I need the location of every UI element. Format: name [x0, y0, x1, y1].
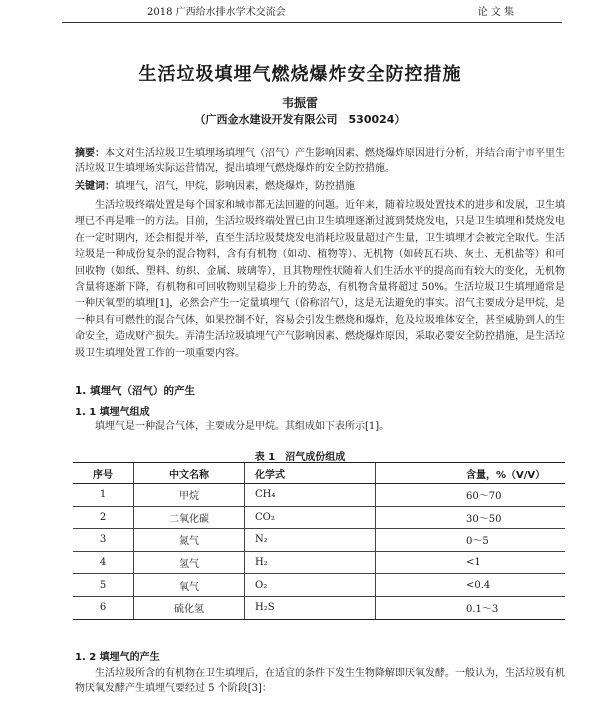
- table-row: [73, 596, 565, 619]
- table-row: [73, 529, 565, 552]
- abstract-label: 摘要：: [75, 148, 105, 159]
- cell-formula: H₂: [245, 551, 376, 574]
- section-heading-1-2: 1. 2 填埋气的产生: [75, 652, 160, 663]
- running-header: [62, 6, 562, 23]
- cell-content: <1: [376, 551, 566, 574]
- cell-name: 硫化氢: [134, 596, 245, 619]
- cell-index: 3: [73, 529, 134, 552]
- abstract: [75, 146, 565, 176]
- cell-content: 0.1～3: [376, 596, 566, 619]
- section-1-2-paragraph: 生活垃圾所含的有机物在卫生填埋后，在适宜的条件下发生生物降解即厌氧发酵。一般认为，生活垃圾有机物厌氧发酵产生填埋气要经过 5 个阶段[3]：: [75, 668, 565, 694]
- cell-name: 氢气: [134, 551, 245, 574]
- gas-composition-table: [73, 462, 565, 620]
- cell-content: 0～5: [376, 529, 566, 552]
- col-header-content: 含量，%（V/V）: [376, 463, 566, 484]
- table-row: [73, 506, 565, 529]
- table-caption: 表 1 沼气成份组成: [254, 452, 346, 463]
- cell-index: 1: [73, 484, 134, 507]
- author-affiliation: （广西金水建设开发有限公司 530024）: [194, 113, 406, 126]
- cell-formula: CO₂: [245, 506, 376, 529]
- section-heading-1: 1. 填埋气（沼气）的产生: [75, 385, 195, 397]
- keywords: [75, 180, 565, 194]
- header-proceedings: 论 文 集: [477, 7, 514, 18]
- cell-index: 2: [73, 506, 134, 529]
- col-header-index: 序号: [73, 463, 134, 484]
- cell-name: 氮气: [134, 529, 245, 552]
- table-row: [73, 484, 565, 507]
- cell-name: 二氧化碳: [134, 506, 245, 529]
- col-header-name: 中文名称: [134, 463, 245, 484]
- table-row: [73, 574, 565, 597]
- paper-title: 生活垃圾填埋气燃烧爆炸安全防控措施: [138, 64, 462, 85]
- table-row: [73, 551, 565, 574]
- cell-content: 30～50: [376, 506, 566, 529]
- intro-paragraph: 生活垃圾终端处置是每个国家和城市都无法回避的问题。近年来，随着垃圾处置技术的进步和发展，卫生填埋已不再是唯一的方法。目前，生活垃圾终端处置已由卫生填埋逐渐过渡到焚烧发电，只是卫生填埋和焚烧发电在一定时期内，还会相提并举，直至生活垃圾焚烧发电消耗垃圾量超过产生量，卫生填埋才会被完全取代。生活垃圾是一种成份复杂的混合物料，含有有机物（如动、植物等）、无机物（如砖瓦石块、灰土、无机盐等）和可回收物（如纸、塑料、纺织、金属、玻璃等），且其物理性状随着人们生活水平的提高而有较大的变化，无机物含量将逐渐下降，有机物和可回收物则呈稳步上升的势态，有机物含量将超过 50%。生活垃圾卫生填埋通常是一种厌氧型的填埋[1]，必然会产生一定量填埋气（俗称沼气），这是无法避免的事实。沼气主要成分是甲烷，是一种具有可燃性的混合气体，如果控制不好，容易会引发生燃烧和爆炸，危及垃圾堆体安全，甚至威胁到人的生命安全，造成财产损失。弄清生活垃圾填埋气产气影响因素、燃烧爆炸原因，采取必要安全防控措施，是生活垃圾卫生填埋处置工作的一项重要内容。: [75, 200, 565, 359]
- section-heading-1-1: 1. 1 填埋气组成: [75, 407, 150, 418]
- cell-index: 5: [73, 574, 134, 597]
- keywords-text: 填埋气，沼气，甲烷，影响因素，燃烧爆炸，防控措施: [115, 181, 355, 192]
- cell-formula: N₂: [245, 529, 376, 552]
- cell-content: <0.4: [376, 574, 566, 597]
- abstract-text: 本文对生活垃圾卫生填埋场填埋气（沼气）产生影响因素、燃烧爆炸原因进行分析，并结合南宁市平里生活垃圾卫生填埋场实际运营情况，提出填埋气燃烧爆炸的安全防控措施。: [75, 148, 565, 174]
- cell-formula: H₂S: [245, 596, 376, 619]
- cell-content: 60～70: [376, 484, 566, 507]
- header-conference: 2018 广西给水排水学术交流会: [147, 7, 286, 18]
- table-header-row: [73, 463, 565, 484]
- cell-index: 6: [73, 596, 134, 619]
- col-header-formula: 化学式: [245, 463, 376, 484]
- cell-name: 氧气: [134, 574, 245, 597]
- cell-index: 4: [73, 551, 134, 574]
- cell-name: 甲烷: [134, 484, 245, 507]
- author-name: 韦振雷: [281, 96, 318, 110]
- cell-formula: O₂: [245, 574, 376, 597]
- keywords-label: 关键词：: [75, 181, 115, 192]
- section-1-1-paragraph: 填埋气是一种混合气体，主要成分是甲烷。其组成如下表所示[1]。: [95, 421, 390, 432]
- cell-formula: CH₄: [245, 484, 376, 507]
